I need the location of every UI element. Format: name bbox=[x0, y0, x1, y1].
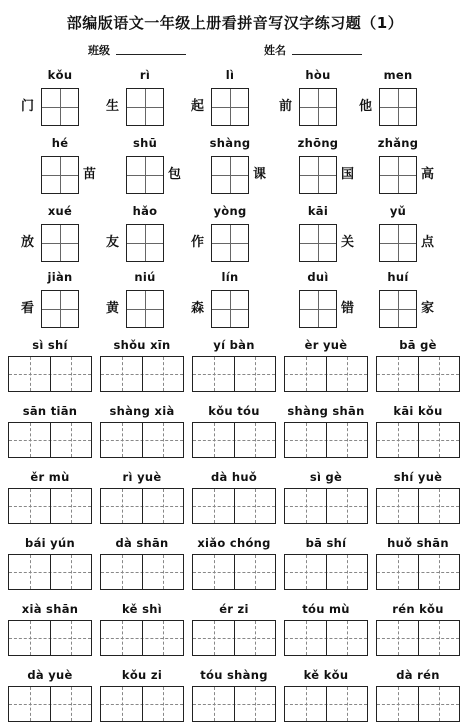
writing-box[interactable] bbox=[126, 88, 164, 126]
grid-line bbox=[214, 621, 215, 655]
grid-line bbox=[306, 423, 307, 457]
grid-line bbox=[145, 291, 146, 327]
writing-box-pair[interactable] bbox=[376, 488, 460, 524]
grid-line bbox=[255, 687, 256, 721]
writing-box[interactable] bbox=[379, 88, 417, 126]
writing-box[interactable] bbox=[211, 290, 249, 328]
grid-line bbox=[318, 89, 319, 125]
writing-box-pair[interactable] bbox=[8, 488, 92, 524]
writing-box[interactable] bbox=[41, 88, 79, 126]
given-character: 关 bbox=[341, 235, 355, 250]
grid-divider bbox=[50, 357, 51, 391]
grid-line bbox=[71, 423, 72, 457]
grid-divider bbox=[50, 555, 51, 589]
writing-box-pair[interactable] bbox=[284, 422, 368, 458]
grid-line bbox=[347, 687, 348, 721]
pinyin-label: sì shí bbox=[32, 338, 68, 352]
grid-line bbox=[230, 225, 231, 261]
grid-line bbox=[347, 555, 348, 589]
grid-divider bbox=[234, 423, 235, 457]
writing-box[interactable] bbox=[41, 156, 79, 194]
grid-divider bbox=[142, 423, 143, 457]
given-character: 友 bbox=[106, 235, 120, 250]
pinyin-label: xué bbox=[47, 204, 73, 218]
pinyin-label: zhǎng bbox=[377, 136, 419, 150]
grid-divider bbox=[418, 555, 419, 589]
grid-line bbox=[318, 157, 319, 193]
grid-line bbox=[122, 687, 123, 721]
grid-divider bbox=[418, 489, 419, 523]
grid-line bbox=[163, 357, 164, 391]
grid-line bbox=[163, 687, 164, 721]
given-character: 前 bbox=[279, 99, 293, 114]
grid-line bbox=[71, 357, 72, 391]
grid-line bbox=[122, 423, 123, 457]
grid-line bbox=[60, 225, 61, 261]
pinyin-label: dà yuè bbox=[27, 668, 73, 682]
pinyin-label: lì bbox=[225, 68, 235, 82]
given-character: 包 bbox=[168, 167, 182, 182]
grid-divider bbox=[326, 621, 327, 655]
pinyin-label: hé bbox=[51, 136, 69, 150]
grid-divider bbox=[326, 357, 327, 391]
grid-line bbox=[214, 555, 215, 589]
writing-box-pair[interactable] bbox=[192, 554, 276, 590]
grid-line bbox=[306, 357, 307, 391]
grid-divider bbox=[50, 489, 51, 523]
pinyin-label: rì bbox=[139, 68, 151, 82]
grid-line bbox=[214, 687, 215, 721]
grid-line bbox=[439, 687, 440, 721]
pinyin-label: shū bbox=[132, 136, 158, 150]
writing-box-pair[interactable] bbox=[100, 686, 184, 722]
writing-box[interactable] bbox=[41, 290, 79, 328]
writing-box-pair[interactable] bbox=[192, 686, 276, 722]
pinyin-label: dà huǒ bbox=[210, 470, 258, 484]
grid-line bbox=[145, 225, 146, 261]
pinyin-label: niú bbox=[134, 270, 156, 284]
grid-line bbox=[398, 89, 399, 125]
grid-line bbox=[439, 489, 440, 523]
grid-divider bbox=[418, 423, 419, 457]
grid-line bbox=[214, 357, 215, 391]
writing-box-pair[interactable] bbox=[8, 620, 92, 656]
grid-line bbox=[306, 621, 307, 655]
grid-divider bbox=[234, 687, 235, 721]
given-character: 森 bbox=[191, 301, 205, 316]
pinyin-label: hòu bbox=[305, 68, 331, 82]
pinyin-label: zhōng bbox=[297, 136, 339, 150]
pinyin-label: hǎo bbox=[132, 204, 158, 218]
pinyin-label: kāi kǒu bbox=[393, 404, 443, 418]
given-character: 黄 bbox=[106, 301, 120, 316]
pinyin-label: dà shān bbox=[115, 536, 169, 550]
grid-line bbox=[71, 555, 72, 589]
writing-box[interactable] bbox=[41, 224, 79, 262]
writing-box[interactable] bbox=[211, 224, 249, 262]
pinyin-label: huǒ shān bbox=[387, 536, 449, 550]
grid-divider bbox=[418, 621, 419, 655]
grid-divider bbox=[234, 555, 235, 589]
grid-line bbox=[230, 291, 231, 327]
writing-box-pair[interactable] bbox=[284, 686, 368, 722]
writing-box-pair[interactable] bbox=[284, 620, 368, 656]
given-character: 苗 bbox=[83, 167, 97, 182]
grid-divider bbox=[326, 555, 327, 589]
grid-divider bbox=[326, 489, 327, 523]
grid-line bbox=[318, 225, 319, 261]
writing-box-pair[interactable] bbox=[192, 620, 276, 656]
writing-box-pair[interactable] bbox=[100, 422, 184, 458]
grid-divider bbox=[234, 621, 235, 655]
grid-line bbox=[71, 489, 72, 523]
given-character: 他 bbox=[359, 99, 373, 114]
writing-box[interactable] bbox=[211, 88, 249, 126]
writing-box-pair[interactable] bbox=[192, 356, 276, 392]
grid-line bbox=[163, 621, 164, 655]
writing-box-pair[interactable] bbox=[100, 488, 184, 524]
grid-line bbox=[347, 621, 348, 655]
grid-divider bbox=[142, 357, 143, 391]
grid-line bbox=[30, 687, 31, 721]
writing-box[interactable] bbox=[379, 290, 417, 328]
pinyin-label: ěr mù bbox=[30, 470, 70, 484]
pinyin-label: èr yuè bbox=[304, 338, 348, 352]
writing-box-pair[interactable] bbox=[192, 488, 276, 524]
grid-line bbox=[398, 423, 399, 457]
grid-line bbox=[347, 357, 348, 391]
pinyin-label: yòng bbox=[213, 204, 247, 218]
pinyin-label: tóu shàng bbox=[200, 668, 268, 682]
pinyin-label: kě kǒu bbox=[303, 668, 349, 682]
writing-box-pair[interactable] bbox=[8, 356, 92, 392]
writing-box-pair[interactable] bbox=[8, 554, 92, 590]
grid-line bbox=[255, 621, 256, 655]
pinyin-label: xiǎo chóng bbox=[197, 536, 271, 550]
pinyin-label: jiàn bbox=[47, 270, 73, 284]
pinyin-label: shǒu xīn bbox=[113, 338, 171, 352]
grid-line bbox=[71, 621, 72, 655]
grid-line bbox=[306, 489, 307, 523]
writing-box[interactable] bbox=[299, 224, 337, 262]
writing-box-pair[interactable] bbox=[376, 356, 460, 392]
grid-line bbox=[122, 621, 123, 655]
pinyin-label: xià shān bbox=[21, 602, 79, 616]
pinyin-label: ér zi bbox=[219, 602, 249, 616]
writing-box[interactable] bbox=[379, 224, 417, 262]
given-character: 放 bbox=[21, 235, 35, 250]
grid-line bbox=[122, 357, 123, 391]
pinyin-label: bā gè bbox=[399, 338, 437, 352]
grid-line bbox=[318, 291, 319, 327]
grid-line bbox=[30, 423, 31, 457]
page-title: 部编版语文一年级上册看拼音写汉字练习题（1） bbox=[66, 14, 404, 32]
grid-line bbox=[122, 489, 123, 523]
writing-box-pair[interactable] bbox=[376, 554, 460, 590]
pinyin-label: huí bbox=[387, 270, 409, 284]
grid-line bbox=[145, 89, 146, 125]
pinyin-label: kǒu bbox=[47, 68, 73, 82]
class-label: 班级 bbox=[88, 44, 110, 57]
grid-line bbox=[398, 555, 399, 589]
pinyin-label: rì yuè bbox=[122, 470, 162, 484]
given-character: 高 bbox=[421, 167, 435, 182]
grid-divider bbox=[234, 489, 235, 523]
writing-box-pair[interactable] bbox=[8, 422, 92, 458]
pinyin-label: lín bbox=[221, 270, 239, 284]
grid-divider bbox=[418, 687, 419, 721]
pinyin-label: sì gè bbox=[309, 470, 343, 484]
given-character: 门 bbox=[21, 99, 35, 114]
given-character: 点 bbox=[421, 235, 435, 250]
grid-divider bbox=[50, 423, 51, 457]
grid-divider bbox=[326, 687, 327, 721]
pinyin-label: bái yún bbox=[25, 536, 75, 550]
grid-line bbox=[398, 357, 399, 391]
grid-line bbox=[398, 687, 399, 721]
writing-box[interactable] bbox=[211, 156, 249, 194]
writing-box-pair[interactable] bbox=[100, 356, 184, 392]
writing-box[interactable] bbox=[126, 156, 164, 194]
grid-line bbox=[60, 291, 61, 327]
grid-line bbox=[398, 225, 399, 261]
writing-box-pair[interactable] bbox=[192, 422, 276, 458]
writing-box[interactable] bbox=[299, 88, 337, 126]
grid-line bbox=[347, 489, 348, 523]
grid-line bbox=[255, 423, 256, 457]
given-character: 家 bbox=[421, 301, 435, 316]
pinyin-label: shàng xià bbox=[109, 404, 175, 418]
pinyin-label: duì bbox=[307, 270, 329, 284]
writing-box-pair[interactable] bbox=[284, 356, 368, 392]
grid-line bbox=[439, 621, 440, 655]
grid-divider bbox=[418, 357, 419, 391]
grid-line bbox=[398, 621, 399, 655]
grid-line bbox=[30, 489, 31, 523]
pinyin-label: kāi bbox=[307, 204, 329, 218]
grid-line bbox=[214, 489, 215, 523]
grid-line bbox=[255, 555, 256, 589]
writing-box-pair[interactable] bbox=[376, 620, 460, 656]
grid-line bbox=[145, 157, 146, 193]
grid-line bbox=[230, 89, 231, 125]
pinyin-label: shàng bbox=[209, 136, 251, 150]
given-character: 作 bbox=[191, 235, 205, 250]
grid-line bbox=[30, 621, 31, 655]
pinyin-label: kǒu tóu bbox=[208, 404, 260, 418]
grid-line bbox=[30, 357, 31, 391]
grid-line bbox=[439, 555, 440, 589]
pinyin-label: yí bàn bbox=[213, 338, 255, 352]
pinyin-label: shàng shān bbox=[287, 404, 365, 418]
pinyin-label: sān tiān bbox=[22, 404, 78, 418]
pinyin-label: kǒu zi bbox=[121, 668, 163, 682]
grid-divider bbox=[50, 621, 51, 655]
grid-line bbox=[30, 555, 31, 589]
writing-box-pair[interactable] bbox=[8, 686, 92, 722]
grid-line bbox=[398, 489, 399, 523]
writing-box-pair[interactable] bbox=[284, 554, 368, 590]
grid-line bbox=[439, 357, 440, 391]
writing-box[interactable] bbox=[379, 156, 417, 194]
grid-line bbox=[255, 489, 256, 523]
given-character: 国 bbox=[341, 167, 355, 182]
name-label: 姓名 bbox=[264, 44, 286, 57]
given-character: 看 bbox=[21, 301, 35, 316]
grid-divider bbox=[142, 687, 143, 721]
grid-line bbox=[398, 291, 399, 327]
name-input-line[interactable] bbox=[292, 54, 362, 55]
pinyin-label: kě shì bbox=[122, 602, 162, 616]
writing-box-pair[interactable] bbox=[284, 488, 368, 524]
grid-divider bbox=[50, 687, 51, 721]
grid-divider bbox=[142, 621, 143, 655]
grid-line bbox=[163, 489, 164, 523]
given-character: 起 bbox=[191, 99, 205, 114]
grid-line bbox=[255, 357, 256, 391]
writing-box[interactable] bbox=[299, 290, 337, 328]
grid-divider bbox=[142, 555, 143, 589]
grid-line bbox=[306, 555, 307, 589]
given-character: 生 bbox=[106, 99, 120, 114]
pinyin-label: tóu mù bbox=[302, 602, 350, 616]
grid-line bbox=[163, 423, 164, 457]
writing-box[interactable] bbox=[126, 224, 164, 262]
writing-box[interactable] bbox=[126, 290, 164, 328]
grid-line bbox=[230, 157, 231, 193]
grid-line bbox=[122, 555, 123, 589]
grid-line bbox=[60, 157, 61, 193]
grid-line bbox=[439, 423, 440, 457]
grid-line bbox=[306, 687, 307, 721]
pinyin-label: yǔ bbox=[389, 204, 407, 218]
grid-divider bbox=[142, 489, 143, 523]
grid-line bbox=[214, 423, 215, 457]
grid-divider bbox=[234, 357, 235, 391]
writing-box-pair[interactable] bbox=[376, 422, 460, 458]
grid-line bbox=[163, 555, 164, 589]
grid-line bbox=[347, 423, 348, 457]
pinyin-label: men bbox=[383, 68, 413, 82]
given-character: 错 bbox=[341, 301, 355, 316]
grid-line bbox=[398, 157, 399, 193]
writing-box[interactable] bbox=[299, 156, 337, 194]
class-input-line[interactable] bbox=[116, 54, 186, 55]
given-character: 课 bbox=[253, 167, 267, 182]
grid-line bbox=[60, 89, 61, 125]
pinyin-label: bā shí bbox=[305, 536, 347, 550]
writing-box-pair[interactable] bbox=[376, 686, 460, 722]
pinyin-label: rén kǒu bbox=[392, 602, 444, 616]
grid-line bbox=[71, 687, 72, 721]
writing-box-pair[interactable] bbox=[100, 620, 184, 656]
pinyin-label: shí yuè bbox=[393, 470, 443, 484]
writing-box-pair[interactable] bbox=[100, 554, 184, 590]
grid-divider bbox=[326, 423, 327, 457]
pinyin-label: dà rén bbox=[396, 668, 440, 682]
